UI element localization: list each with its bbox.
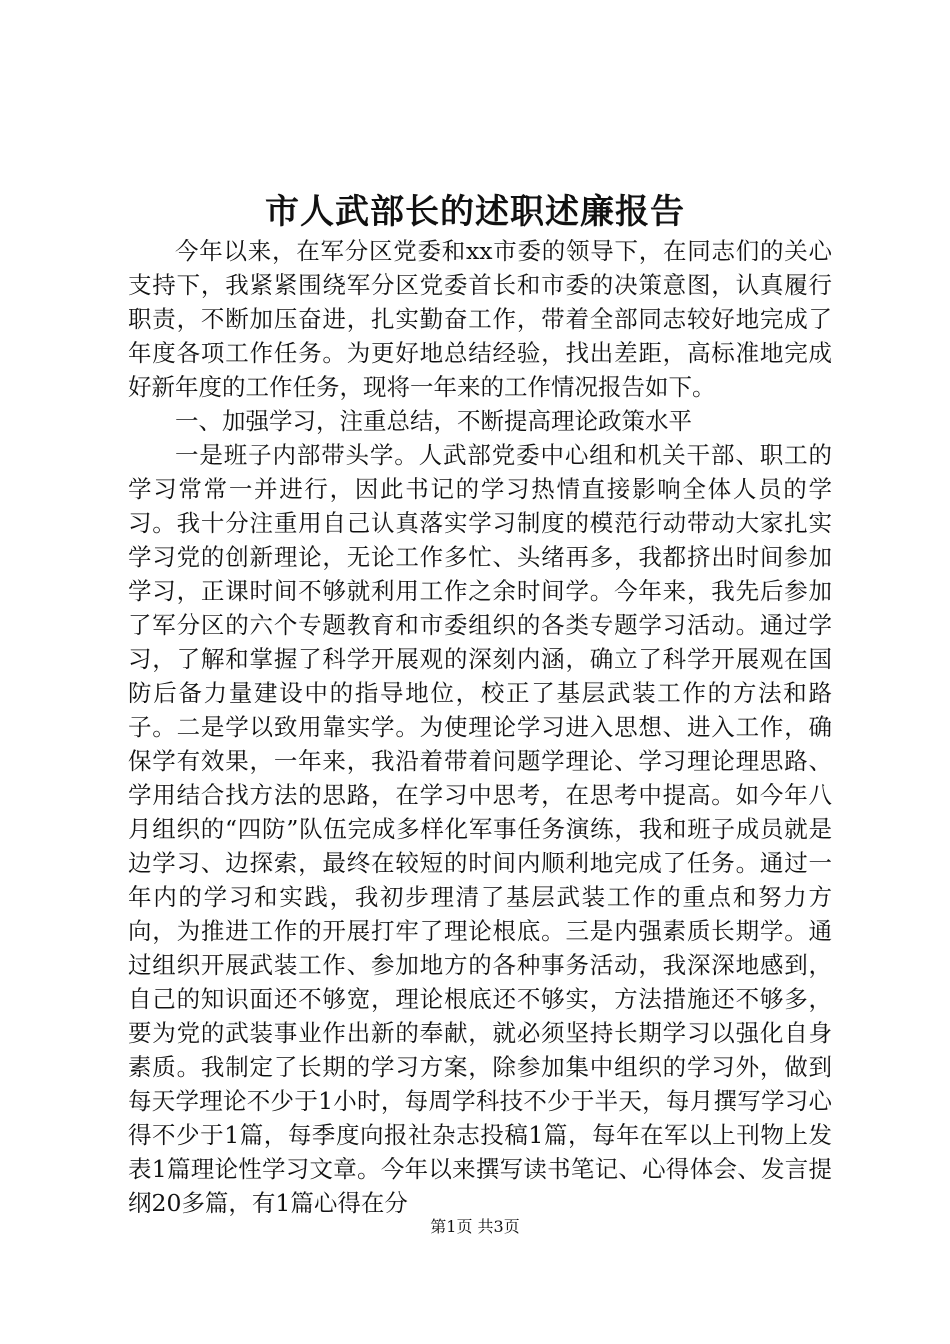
page-footer: 第1页 共3页: [430, 1217, 520, 1236]
paragraph-study: 一是班子内部带头学。人武部党委中心组和机关干部、职工的学习常常一并进行，因此书记的学习热情直接影响全体人员的学习。我十分注重用自己认真落实学习制度的模范行动带动大家扎实学习党的创新理论，无论工作多忙、头绪再多，我都挤出时间参加学习，正课时间不够就利用工作之余时间学。今年来，我先后参加了军分区的六个专题教育和市委组织的各类专题学习活动。通过学习，了解和掌握了科学开展观的深刻内涵，确立了科学开展观在国防后备力量建设中的指导地位，校正了基层武装工作的方法和路子。二是学以致用靠实学。为使理论学习进入思想、进入工作，确保学有效果，一年来，我沿着带着问题学理论、学习理论理思路、学用结合找方法的思路，在学习中思考，在思考中提高。如今年八月组织的“四防”队伍完成多样化军事任务演练，我和班子成员就是边学习、边探索，最终在较短的时间内顺利地完成了任务。通过一年内的学习和实践，我初步理清了基层武装工作的重点和努力方向，为推进工作的开展打牢了理论根底。三是内强素质长期学。通过组织开展武装工作、参加地方的各种事务活动，我深深地感到，自己的知识面还不够宽，理论根底还不够实，方法措施还不够多，要为党的武装事业作出新的奉献，就必须坚持长期学习以强化自身素质。我制定了长期的学习方案，除参加集中组织的学习外，做到每天学理论不少于1小时，每周学科技不少于半天，每月撰写学习心得不少于1篇，每季度向报社杂志投稿1篇，每年在军以上刊物上发表1篇理论性学习文章。今年以来撰写读书笔记、心得体会、发言提纲20多篇，有1篇心得在分: [128, 441, 832, 1217]
document-title: 市人武部长的述职述廉报告: [265, 192, 685, 232]
paragraph-intro: 今年以来，在军分区党委和xx市委的领导下，在同志们的关心支持下，我紧紧围绕军分区党委首长和市委的决策意图，认真履行职责，不断加压奋进，扎实勤奋工作，带着全部同志较好地完成了年度各项工作任务。为更好地总结经验，找出差距，高标准地完成好新年度的工作任务，现将一年来的工作情况报告如下。: [128, 237, 832, 401]
section-heading: 一、加强学习，注重总结，不断提高理论政策水平: [175, 407, 692, 435]
document-body: [128, 234, 832, 1220]
